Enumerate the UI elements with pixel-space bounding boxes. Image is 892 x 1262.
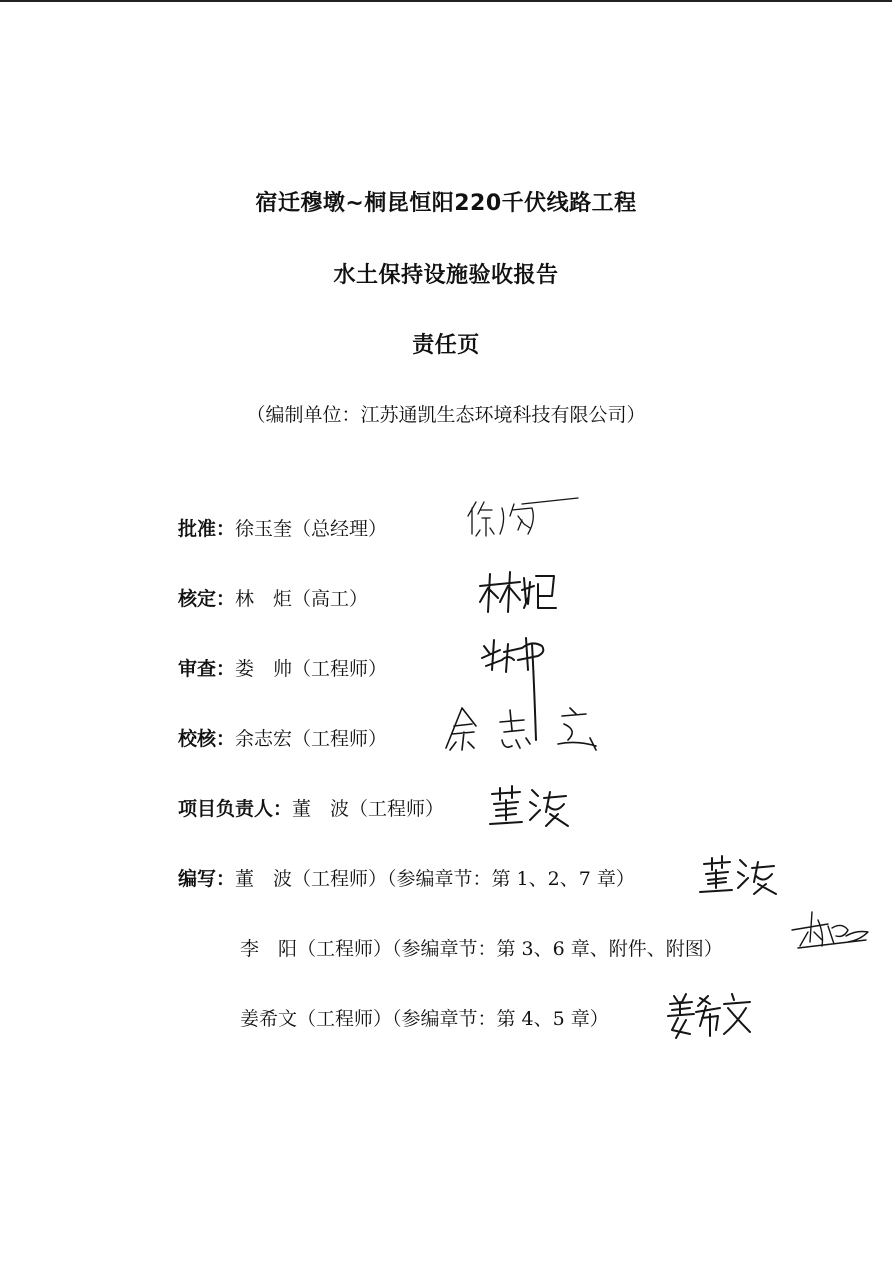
signature-dong-bo-author [698, 854, 778, 898]
verification-role-label: 核定： [178, 588, 236, 610]
project-leader-role-label: 项目负责人： [178, 798, 293, 820]
title-report-name: 水土保持设施验收报告 [333, 263, 559, 288]
approval-row [178, 516, 387, 542]
title-project-name: 宿迁穆墩~桐昆恒阳220千伏线路工程 [255, 191, 637, 216]
signature-yu-zhihong [440, 700, 604, 756]
signature-dong-bo-leader [486, 784, 570, 830]
signature-li-yang [788, 906, 872, 954]
verification-row [178, 586, 368, 612]
project-leader-person: 董 波（工程师） [292, 798, 445, 820]
signature-lin-ju [476, 568, 562, 616]
check-role-label: 校核： [178, 728, 236, 750]
approval-role-label: 批准： [178, 518, 236, 540]
check-person: 余志宏（工程师） [235, 728, 388, 750]
project-leader-row [178, 796, 444, 822]
author-person-li-yang: 李 阳（工程师）（参编章节：第 3、6 章、附件、附图） [240, 938, 723, 960]
check-row [178, 726, 387, 752]
approval-person: 徐玉奎（总经理） [235, 518, 388, 540]
author-row-li-yang [240, 936, 723, 962]
signature-xu-yukui [462, 494, 582, 546]
review-role-label: 审查： [178, 658, 236, 680]
compiling-unit: （编制单位：江苏通凯生态环境科技有限公司） [246, 404, 646, 426]
review-person: 娄 帅（工程师） [235, 658, 388, 680]
title-responsibility-page: 责任页 [412, 333, 480, 358]
review-row [178, 656, 387, 682]
author-row-jiang-xiwen [240, 1006, 609, 1032]
verification-person: 林 炬（高工） [235, 588, 369, 610]
author-person-dong-bo: 董 波（工程师）（参编章节：第 1、2、7 章） [235, 868, 635, 890]
author-person-jiang-xiwen: 姜希文（工程师）（参编章节：第 4、5 章） [240, 1008, 609, 1030]
author-row-main [178, 866, 635, 892]
signature-jiang-xiwen [666, 990, 754, 1042]
author-role-label: 编写： [178, 868, 236, 890]
top-border-line [0, 0, 892, 2]
